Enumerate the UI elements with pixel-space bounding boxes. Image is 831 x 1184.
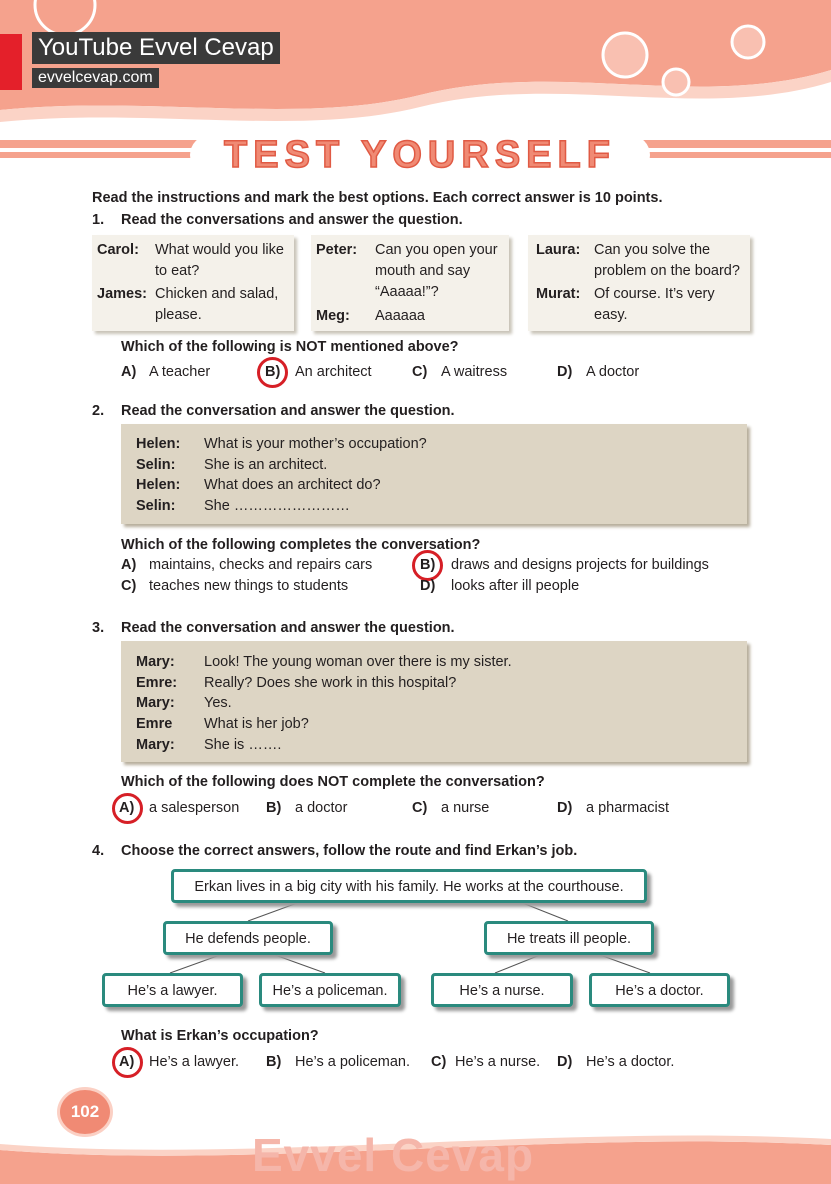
speaker: Emre:: [136, 675, 178, 691]
q3-option-c-letter[interactable]: C): [412, 800, 428, 816]
q4-question: What is Erkan’s occupation?: [121, 1028, 319, 1044]
q2-option-b-letter[interactable]: B): [420, 557, 436, 573]
q1-option-a-letter[interactable]: A): [121, 364, 137, 380]
q4-option-a-letter[interactable]: A): [119, 1054, 135, 1070]
q1-option-b-text: An architect: [295, 364, 372, 380]
q3-option-a-text: a salesperson: [149, 800, 240, 816]
q3-option-a-letter[interactable]: A): [119, 800, 135, 816]
line: Aaaaaa: [375, 308, 425, 324]
line: Of course. It’s very easy.: [594, 286, 715, 323]
route-leaf-lawyer[interactable]: He’s a lawyer.: [102, 973, 243, 1007]
q1-number: 1.: [92, 212, 105, 228]
q2-option-d-text: looks after ill people: [451, 578, 580, 594]
q2-option-b-text: draws and designs projects for buildings: [451, 557, 709, 573]
q4-option-d-text: He’s a doctor.: [586, 1054, 675, 1070]
speaker: Emre: [136, 716, 173, 732]
channel-label: YouTube Evvel Cevap: [32, 32, 280, 64]
q4-option-d-letter[interactable]: D): [557, 1054, 573, 1070]
speaker: Murat:: [536, 286, 581, 302]
line: Really? Does she work in this hospital?: [204, 675, 457, 691]
q3-option-d-text: a pharmacist: [586, 800, 670, 816]
q2-option-a-text: maintains, checks and repairs cars: [149, 557, 373, 573]
line: Can you open your mouth and say “Aaaaa!”?: [375, 242, 498, 300]
q4-option-c-text: He’s a nurse.: [455, 1054, 541, 1070]
q1-option-d-letter[interactable]: D): [557, 364, 573, 380]
q4-option-b-text: He’s a policeman.: [295, 1054, 410, 1070]
route-node-treats[interactable]: He treats ill people.: [484, 921, 654, 955]
speaker: James:: [97, 286, 147, 302]
speaker: Laura:: [536, 242, 581, 258]
q3-option-c-text: a nurse: [441, 800, 490, 816]
line: Chicken and salad, please.: [155, 286, 279, 323]
speaker: Peter:: [316, 242, 358, 258]
q1-option-c-text: A waitress: [441, 364, 508, 380]
q3-number: 3.: [92, 620, 105, 636]
line: Yes.: [204, 695, 232, 711]
q3-option-d-letter[interactable]: D): [557, 800, 573, 816]
instructions: Read the instructions and mark the best options. Each correct answer is 10 points.: [92, 190, 663, 206]
q2-question: Which of the following completes the conversation?: [121, 537, 481, 553]
q2-option-c-text: teaches new things to students: [149, 578, 349, 594]
speaker: Mary:: [136, 737, 175, 753]
line: What is your mother’s occupation?: [204, 436, 427, 452]
q3-option-b-text: a doctor: [295, 800, 348, 816]
speaker: Selin:: [136, 457, 176, 473]
speaker: Helen:: [136, 477, 181, 493]
speaker: Mary:: [136, 695, 175, 711]
speaker: Mary:: [136, 654, 175, 670]
q1-option-c-letter[interactable]: C): [412, 364, 428, 380]
q2-option-d-letter[interactable]: D): [420, 578, 436, 594]
q4-prompt: Choose the correct answers, follow the route and find Erkan’s job.: [121, 843, 578, 859]
line: What is her job?: [204, 716, 309, 732]
q1-prompt: Read the conversations and answer the question.: [121, 212, 463, 228]
line: Look! The young woman over there is my sister.: [204, 654, 512, 670]
q4-option-a-text: He’s a lawyer.: [149, 1054, 239, 1070]
site-label: evvelcevap.com: [32, 68, 159, 88]
line: What would you like to eat?: [155, 242, 284, 279]
speaker: Helen:: [136, 436, 181, 452]
q1-option-b-letter[interactable]: B): [265, 364, 281, 380]
line: She ……………………: [204, 498, 350, 514]
line: What does an architect do?: [204, 477, 381, 493]
speaker: Meg:: [316, 308, 350, 324]
route-leaf-doctor[interactable]: He’s a doctor.: [589, 973, 730, 1007]
route-root-box: Erkan lives in a big city with his family. He works at the courthouse.: [171, 869, 647, 903]
footer-watermark: Evvel Cevap: [252, 1129, 535, 1181]
speaker: Selin:: [136, 498, 176, 514]
q3-prompt: Read the conversation and answer the question.: [121, 620, 455, 636]
speaker: Carol:: [97, 242, 139, 258]
q2-number: 2.: [92, 403, 105, 419]
q2-option-a-letter[interactable]: A): [121, 557, 137, 573]
q1-option-a-text: A teacher: [149, 364, 211, 380]
q3-option-b-letter[interactable]: B): [266, 800, 282, 816]
q3-question: Which of the following does NOT complete the conversation?: [121, 774, 545, 790]
q1-option-d-text: A doctor: [586, 364, 640, 380]
page-number: 102: [60, 1090, 110, 1134]
q1-question: Which of the following is NOT mentioned above?: [121, 339, 459, 355]
q4-option-c-letter[interactable]: C): [431, 1054, 447, 1070]
line: She is an architect.: [204, 457, 328, 473]
line: She is …….: [204, 737, 282, 753]
line: Can you solve the problem on the board?: [594, 242, 740, 279]
q4-number: 4.: [92, 843, 105, 859]
q2-option-c-letter[interactable]: C): [121, 578, 137, 594]
q2-prompt: Read the conversation and answer the question.: [121, 403, 455, 419]
route-node-defends[interactable]: He defends people.: [163, 921, 333, 955]
route-leaf-nurse[interactable]: He’s a nurse.: [431, 973, 573, 1007]
route-leaf-policeman[interactable]: He’s a policeman.: [259, 973, 401, 1007]
svg-text:TEST YOURSELF: TEST YOURSELF: [224, 134, 616, 176]
q4-option-b-letter[interactable]: B): [266, 1054, 282, 1070]
